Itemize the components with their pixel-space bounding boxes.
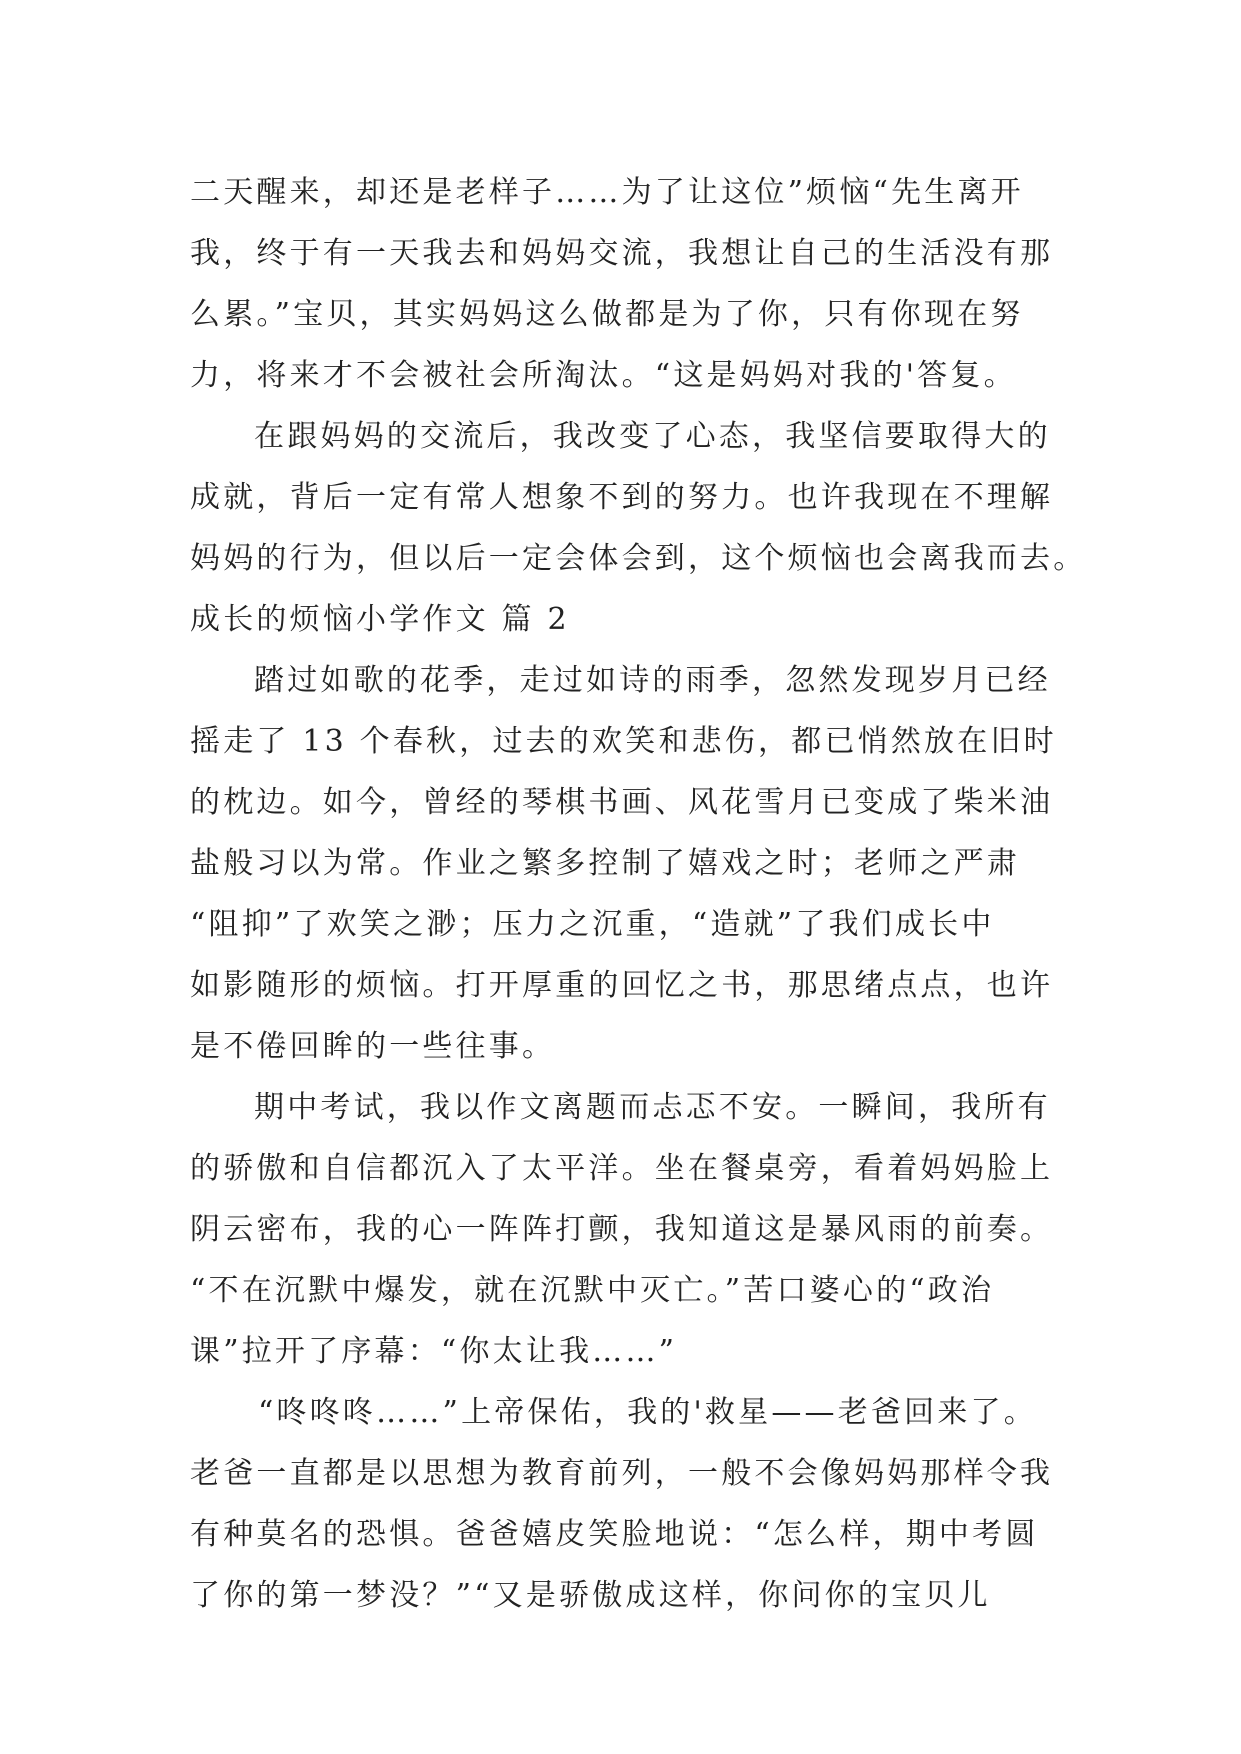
text-line: 妈妈的行为，但以后一定会体会到，这个烦恼也会离我而去。 — [190, 541, 1087, 576]
text-line: 二天醒来，却还是老样子……为了让这位”烦恼“先生离开 — [190, 175, 1024, 210]
text-line: 摇走了 13 个春秋，过去的欢笑和悲伤，都已悄然放在旧时 — [190, 724, 1057, 759]
paragraph-first-line: 期中考试，我以作文离题而忐忑不安。一瞬间，我所有 — [254, 1090, 1051, 1125]
text-line: 是不倦回眸的一些往事。 — [190, 1029, 556, 1064]
document-body — [190, 162, 1090, 1626]
text-line: 老爸一直都是以思想为教育前列，一般不会像妈妈那样令我 — [190, 1456, 1054, 1491]
text-line: 阴云密布，我的心一阵阵打颤，我知道这是暴风雨的前奏。 — [190, 1212, 1054, 1247]
text-line: 的骄傲和自信都沉入了太平洋。坐在餐桌旁，看着妈妈脸上 — [190, 1151, 1054, 1186]
text-line: 如影随形的烦恼。打开厚重的回忆之书，那思绪点点，也许 — [190, 968, 1054, 1003]
paragraph-first-line: 在跟妈妈的交流后，我改变了心态，我坚信要取得大的 — [254, 419, 1051, 454]
text-line: 了你的第一梦没？”“又是骄傲成这样，你问你的宝贝儿 — [190, 1578, 991, 1613]
section-heading: 成长的烦恼小学作文 篇 2 — [190, 602, 570, 637]
text-line: “不在沉默中爆发，就在沉默中灭亡。”苦口婆心的“政治 — [190, 1273, 995, 1308]
text-line: 课”拉开了序幕：“你太让我……” — [190, 1334, 678, 1369]
paragraph-first-line: “咚咚咚……”上帝保佑，我的'救星——老爸回来了。 — [258, 1395, 1037, 1430]
text-line: 成就，背后一定有常人想象不到的努力。也许我现在不理解 — [190, 480, 1054, 515]
text-line: “阻抑”了欢笑之渺；压力之沉重，“造就”了我们成长中 — [190, 907, 995, 942]
paragraph-first-line: 踏过如歌的花季，走过如诗的雨季，忽然发现岁月已经 — [254, 663, 1051, 698]
text-line: 有种莫名的恐惧。爸爸嬉皮笑脸地说：“怎么样，期中考圆 — [190, 1517, 1039, 1552]
text-line: 力，将来才不会被社会所淘汰。“这是妈妈对我的'答复。 — [190, 358, 1017, 393]
text-line: 的枕边。如今，曾经的琴棋书画、风花雪月已变成了柴米油 — [190, 785, 1054, 820]
text-line: 盐般习以为常。作业之繁多控制了嬉戏之时；老师之严肃 — [190, 846, 1020, 881]
text-line: 我，终于有一天我去和妈妈交流，我想让自己的生活没有那 — [190, 236, 1054, 271]
text-line: 么累。”宝贝，其实妈妈这么做都是为了你，只有你现在努 — [190, 297, 1024, 332]
